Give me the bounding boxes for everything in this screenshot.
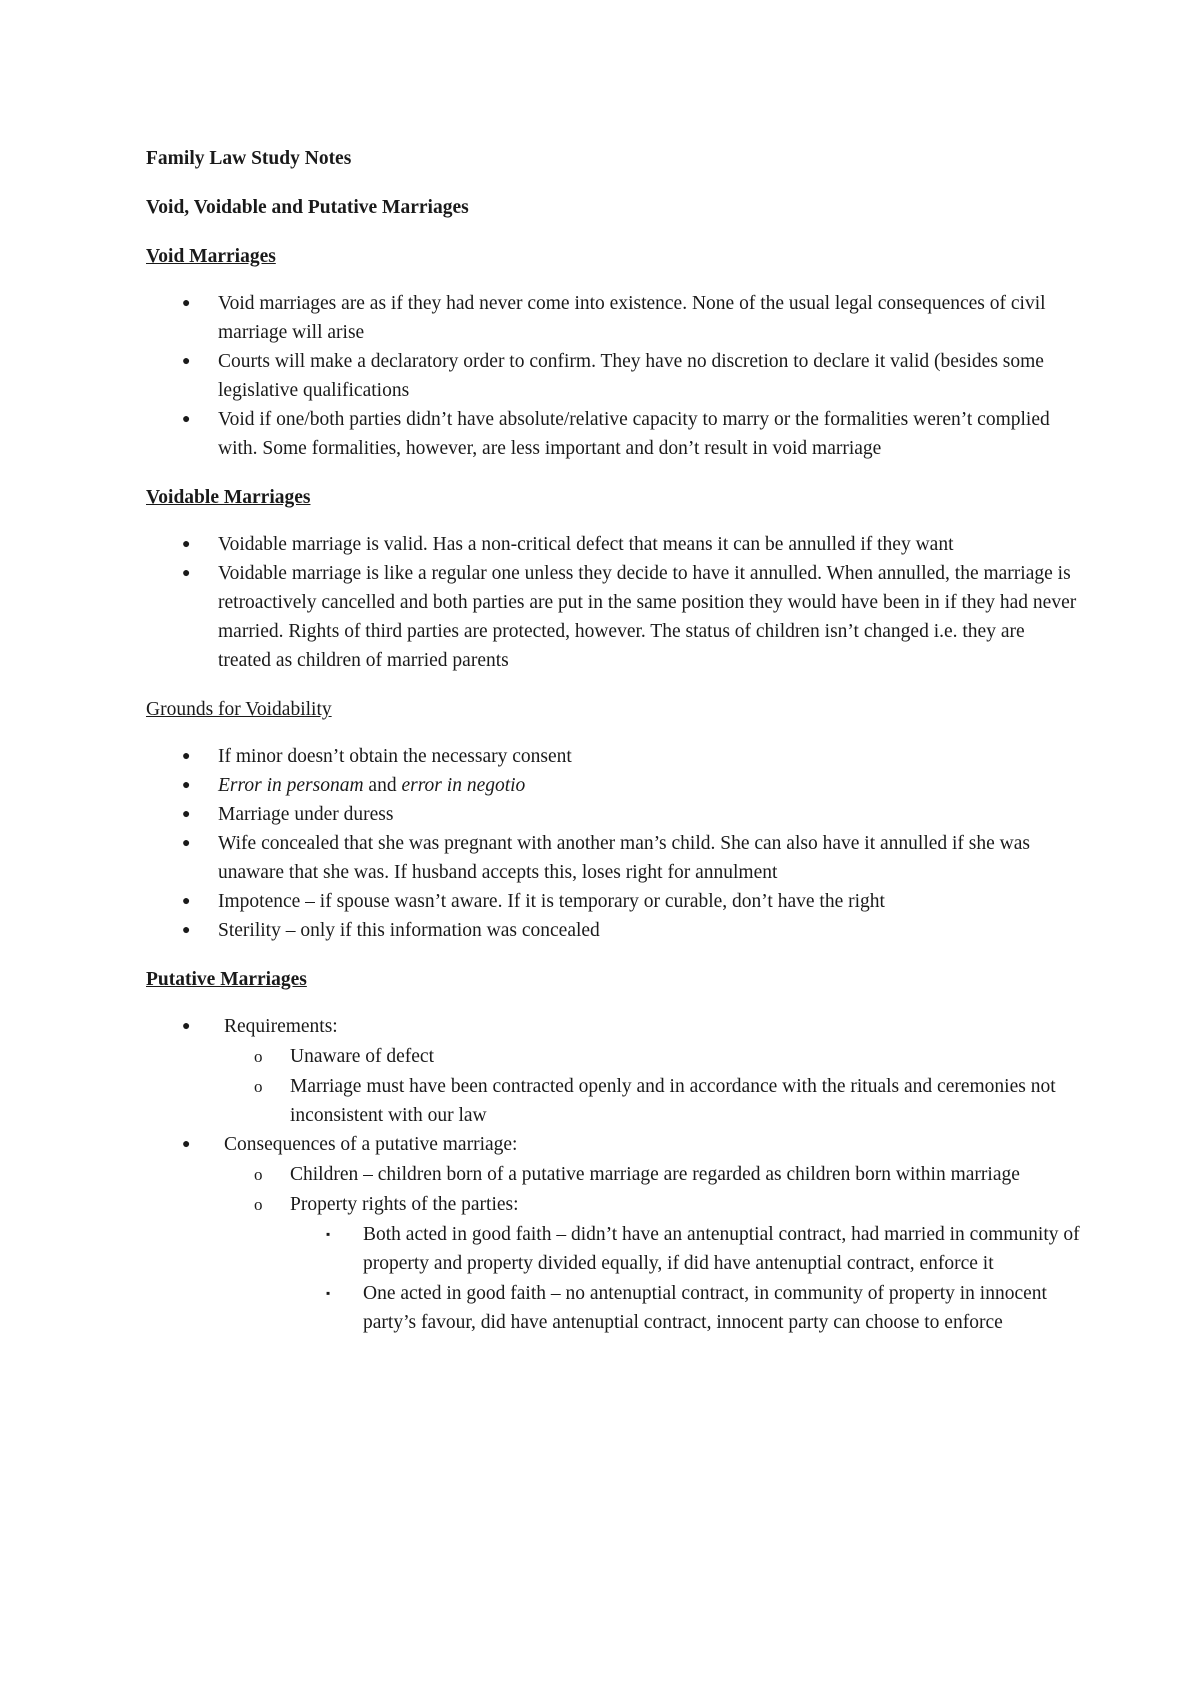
list-item (218, 1042, 1084, 1071)
list-item (218, 1190, 1084, 1337)
bullet-icon: ● (182, 296, 191, 311)
bullet-icon: ● (182, 894, 191, 909)
circle-bullet-icon: o (254, 1165, 263, 1184)
property-rights-list (290, 1220, 1084, 1337)
grounds-list (146, 742, 1080, 945)
bullet-icon: ● (182, 923, 191, 938)
list-item-text: Voidable marriage is like a regular one unless they decide to have it annulled. When annulled, the marriage is retroactively cancelled and both parties are put in the same position they would have been in if they had never married. Rights of third parties are protected, however. The status of children isn’t changed i.e. they are treated as children of married parents (218, 563, 1077, 671)
void-marriages-heading: Void Marriages (146, 246, 276, 267)
list-item-text: If minor doesn’t obtain the necessary consent (218, 746, 572, 767)
bullet-icon: ● (182, 537, 191, 552)
list-item (146, 742, 1078, 771)
list-item (146, 887, 1078, 916)
bullet-icon: ● (182, 354, 191, 369)
bullet-icon: ● (182, 778, 191, 793)
list-item-text: Unaware of defect (290, 1046, 434, 1067)
bullet-icon: ● (182, 836, 191, 851)
requirements-label: Requirements: (224, 1016, 338, 1037)
list-item (290, 1279, 1084, 1337)
bullet-icon: ● (182, 807, 191, 822)
list-item-text: Void marriages are as if they had never come into existence. None of the usual legal consequences of civil marriage will arise (218, 293, 1046, 343)
consequences-list (218, 1160, 1084, 1337)
property-rights-label: Property rights of the parties: (290, 1194, 519, 1215)
list-item-text: Children – children born of a putative marriage are regarded as children born within marriage (290, 1164, 1020, 1185)
list-item (218, 1072, 1084, 1130)
list-item (218, 1160, 1084, 1189)
circle-bullet-icon: o (254, 1047, 263, 1066)
list-item (146, 405, 1078, 463)
list-item (146, 916, 1078, 945)
list-item (146, 771, 1078, 800)
list-item (146, 289, 1078, 347)
void-marriages-list (146, 289, 1080, 463)
voidable-marriages-heading: Voidable Marriages (146, 487, 311, 508)
bullet-icon: ● (182, 749, 191, 764)
circle-bullet-icon: o (254, 1195, 263, 1214)
square-bullet-icon: ▪ (326, 1286, 331, 1300)
list-item-text: Marriage under duress (218, 804, 394, 825)
list-item-text: Sterility – only if this information was concealed (218, 920, 600, 941)
list-item (146, 559, 1078, 675)
voidable-marriages-list (146, 530, 1080, 675)
list-item-text: One acted in good faith – no antenuptial contract, in community of property in innocent party’s favour, did have antenuptial contract, innocent party can choose to enforce (363, 1283, 1047, 1333)
putative-marriages-list (146, 1012, 1080, 1337)
list-item-text: and (363, 775, 402, 796)
list-item (146, 530, 1078, 559)
bullet-icon: ● (182, 1137, 191, 1152)
list-item (146, 347, 1078, 405)
list-item (146, 829, 1078, 887)
list-item-text: Courts will make a declaratory order to confirm. They have no discretion to declare it valid (besides some legislative qualifications (218, 351, 1044, 401)
list-item (146, 800, 1078, 829)
document-title: Family Law Study Notes (146, 148, 352, 169)
document-subtitle: Void, Voidable and Putative Marriages (146, 197, 469, 218)
list-item (146, 1012, 1084, 1130)
grounds-for-voidability-heading: Grounds for Voidability (146, 699, 332, 720)
bullet-icon: ● (182, 1019, 191, 1034)
putative-marriages-heading: Putative Marriages (146, 969, 307, 990)
bullet-icon: ● (182, 566, 191, 581)
list-item-text: Void if one/both parties didn’t have absolute/relative capacity to marry or the formalities weren’t complied with. Some formalities, however, are less important and don’t result in void marriage (218, 409, 1050, 459)
list-item-text: Marriage must have been contracted openly and in accordance with the rituals and ceremonies not inconsistent with our law (290, 1076, 1056, 1126)
consequences-label: Consequences of a putative marriage: (224, 1134, 518, 1155)
list-item-text: Wife concealed that she was pregnant with another man’s child. She can also have it annulled if she was unaware that she was. If husband accepts this, loses right for annulment (218, 833, 1030, 883)
square-bullet-icon: ▪ (326, 1227, 331, 1241)
list-item (146, 1130, 1084, 1337)
error-in-negotio-text: error in negotio (401, 775, 526, 796)
list-item-text: Impotence – if spouse wasn’t aware. If it is temporary or curable, don’t have the right (218, 891, 885, 912)
error-in-personam-text: Error in personam (218, 775, 364, 796)
requirements-list (218, 1042, 1084, 1130)
list-item-text: Voidable marriage is valid. Has a non-critical defect that means it can be annulled if they want (218, 534, 954, 555)
list-item (290, 1220, 1084, 1278)
circle-bullet-icon: o (254, 1077, 263, 1096)
list-item-text: Both acted in good faith – didn’t have an antenuptial contract, had married in community of property and property divided equally, if did have antenuptial contract, enforce it (363, 1224, 1080, 1274)
bullet-icon: ● (182, 412, 191, 427)
